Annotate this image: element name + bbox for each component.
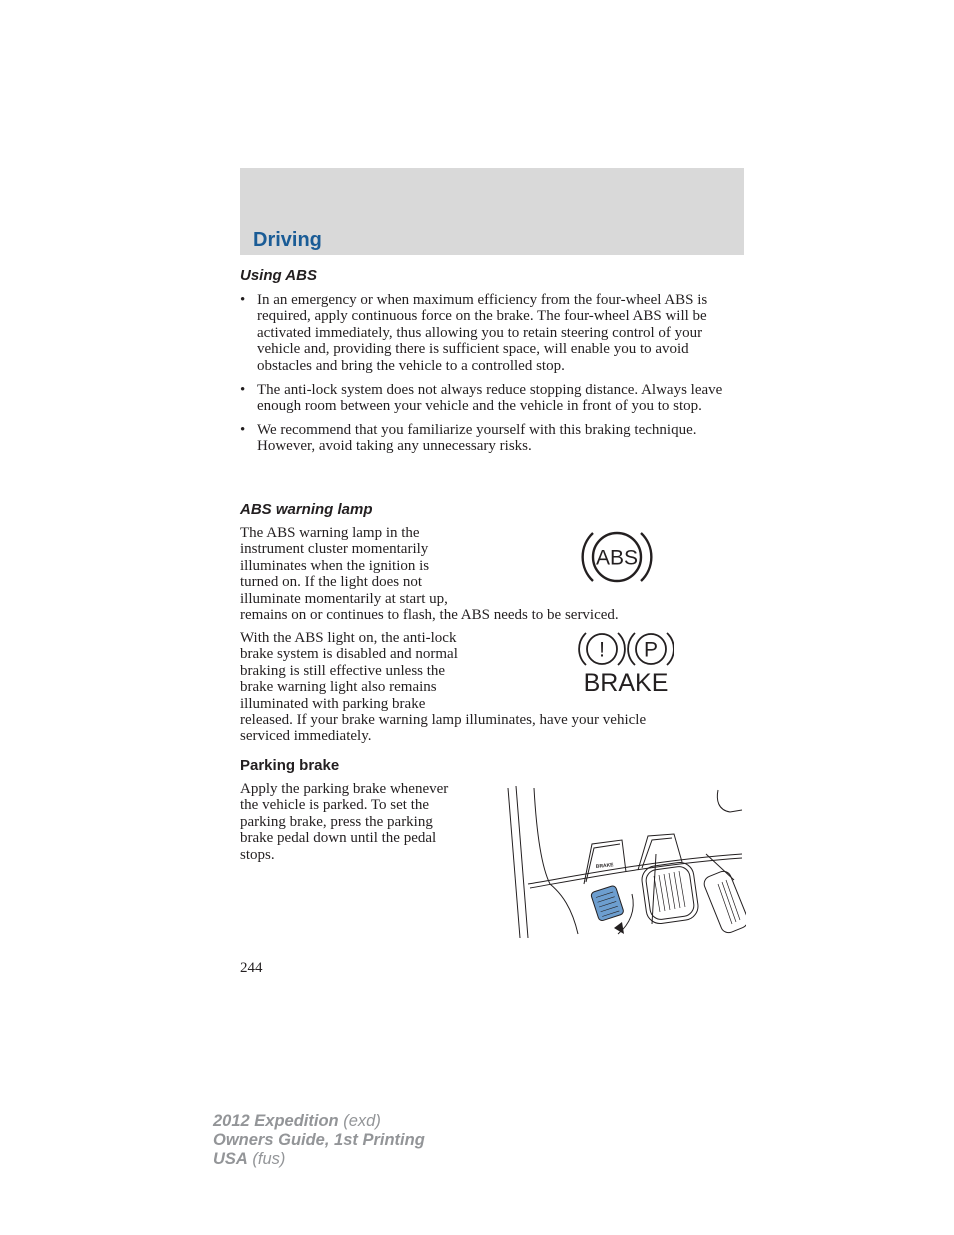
brake-lamp-paragraph: With the ABS light on, the anti-lock brake system is disabled and normal braking is still effective unless the brake warning light also remains illuminated with parking brake released. If your brake warning lamp illuminates, have your vehicle serviced immediately.: [240, 630, 647, 745]
footer-line-market: USA (fus): [213, 1150, 286, 1168]
footer-line-guide: Owners Guide, 1st Printing: [213, 1131, 425, 1149]
footer-line-model: 2012 Expedition (exd): [213, 1112, 381, 1130]
abs-lamp-paragraph: The ABS warning lamp in the instrument cluster momentarily illuminates when the ignition is turned on. If the light does not illuminate momentarily at start up, remains on or continues to flash, the ABS needs to be serviced.: [240, 525, 619, 624]
abs-icon-label: ABS: [595, 546, 639, 570]
bullet-item: • In an emergency or when maximum efficiency from the four-wheel ABS is required, apply continuous force on the brake. The four-wheel ABS will be activated immediately, thus allowing you to retain steering control of your vehicle and, providing there is sufficient space, will enable you to avoid obstacles and bring the vehicle to a controlled stop.: [240, 292, 746, 374]
abs-warning-lamp-heading: ABS warning lamp: [240, 501, 373, 518]
document-footer: [213, 1112, 425, 1169]
brake-warning-lamp-icon: [578, 629, 674, 695]
using-abs-bullet-list: [240, 292, 746, 462]
page-number: 244: [240, 960, 263, 976]
abs-warning-lamp-icon: [578, 527, 656, 587]
parking-brake-heading: Parking brake: [240, 757, 340, 774]
brake-icon-label: BRAKE: [583, 669, 669, 695]
exclamation-icon-label: !: [599, 638, 605, 662]
parking-p-icon-label: P: [643, 638, 659, 662]
section-header-band: [240, 168, 744, 255]
section-title: Driving: [253, 229, 322, 251]
parking-brake-pedal-illustration: [506, 784, 746, 942]
using-abs-heading: Using ABS: [240, 267, 317, 284]
bullet-item: • We recommend that you familiarize yourself with this braking technique. However, avoid taking any unnecessary risks.: [240, 422, 746, 455]
parking-brake-paragraph: Apply the parking brake whenever the vehicle is parked. To set the parking brake, press the parking brake pedal down until the pedal stops.: [240, 781, 449, 863]
pedal-brake-label: BRAKE: [595, 862, 614, 870]
bullet-item: • The anti-lock system does not always reduce stopping distance. Always leave enough room between your vehicle and the vehicle in front of you to stop.: [240, 382, 746, 415]
